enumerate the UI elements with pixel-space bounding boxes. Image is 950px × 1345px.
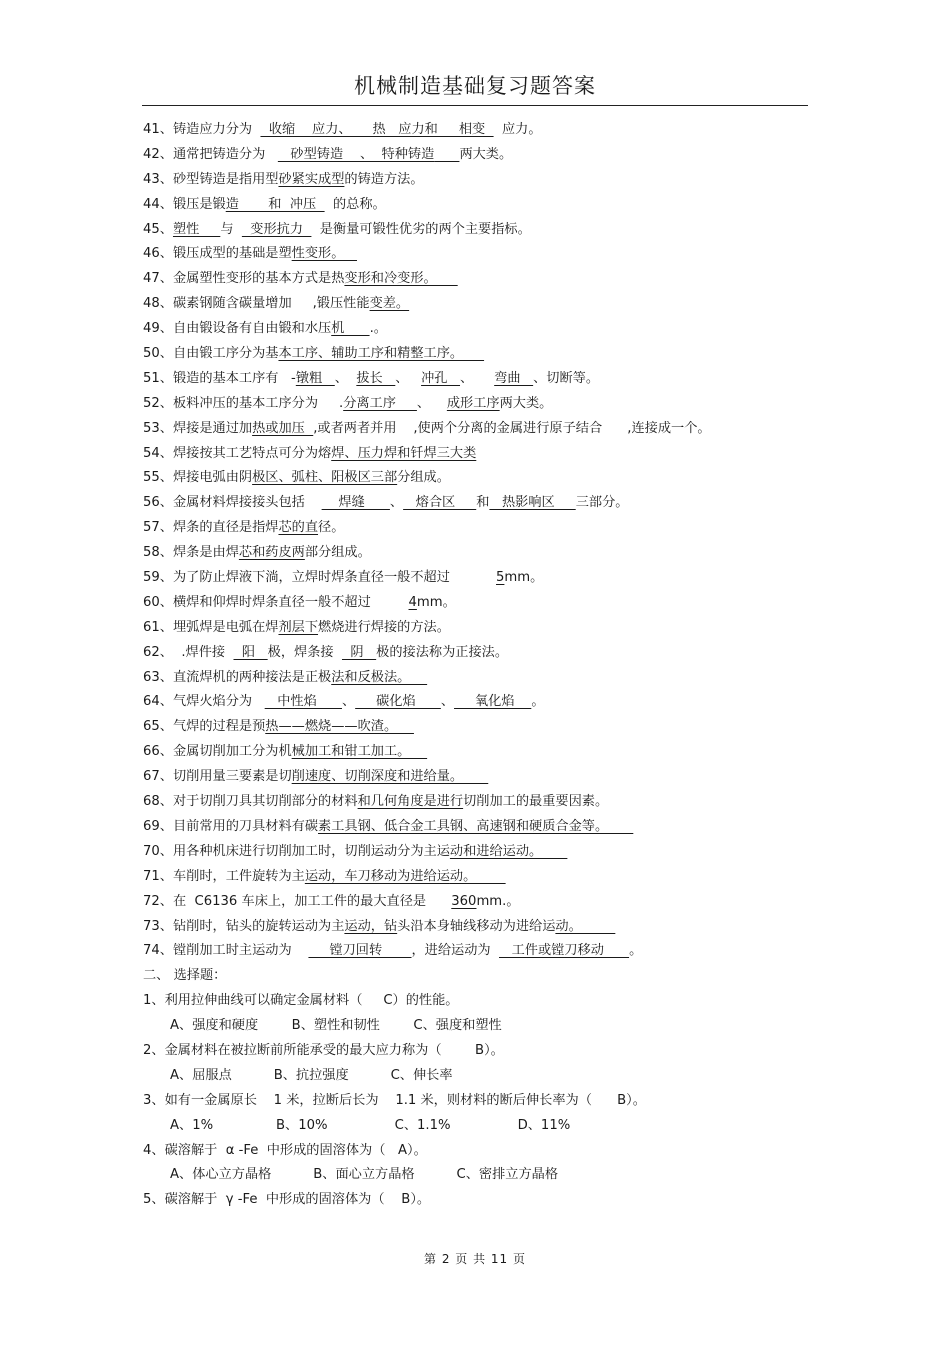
answer-blank: 焊缝 — [321, 495, 390, 511]
answer-blank: 运动，钻 — [344, 918, 398, 934]
text-segment: 、 — [460, 370, 495, 386]
question-line — [143, 890, 833, 915]
answer-blank: 运动，车刀移动为进给运 — [304, 868, 450, 884]
text-segment: 的总称。 — [324, 196, 386, 212]
option-line — [143, 1114, 833, 1139]
answer-blank: 造 和 冲压 — [225, 196, 325, 212]
text-segment: 59、为了防止焊液下淌，立焊时焊条直径一般不超过 — [143, 570, 497, 586]
text-segment: 61、埋弧焊是电弧在焊 — [143, 619, 279, 635]
answer-blank: 机 — [331, 321, 370, 337]
text-segment: 切削加工的最重要因素。 — [463, 794, 609, 810]
text-segment: 二、 选择题： — [143, 968, 227, 984]
text-segment: 55、焊接电弧由阴 — [143, 470, 253, 486]
text-segment: 的铸造方法。 — [344, 171, 424, 187]
option-line — [143, 1064, 833, 1089]
text-segment: 、切断等。 — [533, 370, 600, 386]
answer-list — [143, 118, 833, 1213]
answer-blank: 镗刀回转 — [308, 943, 412, 959]
answer-blank: 弯曲 — [494, 370, 534, 386]
answer-blank: 收缩 应力、 热 应力和 相变 — [260, 122, 494, 137]
question-line — [143, 193, 833, 218]
text-segment: 。 — [531, 694, 545, 710]
text-segment: 54、焊接按其工艺特点可分为熔 — [143, 445, 332, 461]
answer-blank: 中性焰 — [264, 694, 342, 710]
text-segment: 2、金属材料在被拉断前所能承受的最大应力称为（ B）。 — [143, 1042, 504, 1058]
question-line — [143, 242, 833, 267]
question-line — [143, 392, 833, 417]
text-segment: 、 — [440, 694, 455, 710]
option-line — [143, 1163, 833, 1188]
text-segment: 与 — [220, 221, 242, 237]
answer-blank: 氧化焰 — [454, 694, 532, 710]
answer-blank: 砂紧实成型 — [278, 171, 345, 187]
answer-blank: 本工序、辅助工序和精整工序。 — [278, 346, 485, 362]
answer-blank — [434, 147, 459, 162]
question-line — [143, 168, 833, 193]
answer-blank: 360 — [451, 893, 477, 909]
text-segment: 、 — [341, 694, 356, 710]
text-segment: 65、气焊的过程是预 — [143, 719, 266, 735]
text-segment: 、 — [416, 395, 447, 411]
text-segment: mm.。 — [476, 893, 520, 909]
answer-blank: 拔长 — [356, 370, 396, 386]
answer-blank: 极区、弧柱、阳极区三部 — [252, 470, 398, 486]
answer-blank: 芯和药皮两 — [238, 545, 305, 561]
text-segment: 73、钻削时，钻头的旋转运动为主 — [143, 918, 345, 934]
text-segment: 52、板料冲压的基本工序分为 . — [143, 395, 344, 411]
question-line — [143, 591, 833, 616]
answer-blank: 冲孔 — [421, 370, 461, 386]
text-segment: 64、气焊火焰分为 — [143, 694, 265, 710]
text-segment: 3、如有一金属原长 1 米，拉断后长为 1.1 米，则材料的断后伸长率为（ B）。 — [143, 1092, 646, 1108]
question-line — [143, 367, 833, 392]
text-segment: 41、铸造应力分为 — [143, 122, 261, 137]
text-segment: 56、金属材料焊接接头包括 — [143, 495, 322, 511]
text-segment: 和 — [476, 495, 490, 511]
question-line — [143, 641, 833, 666]
answer-blank: 分离工序 — [343, 395, 417, 411]
text-segment: 63、直流焊机的两种接法是正极 — [143, 669, 332, 685]
answer-blank: 砂型铸造 、 特种铸造 — [277, 146, 435, 162]
question-line — [143, 715, 833, 740]
text-segment: 51、锻造的基本工序有 - — [143, 370, 296, 386]
answer-blank: 焊、压力焊和钎焊三大类 — [331, 445, 477, 461]
question-line — [143, 840, 833, 865]
text-segment: 是衡量可锻性优劣的两个主要指标。 — [311, 221, 531, 237]
question-line — [143, 516, 833, 541]
answer-blank: 剂层下 — [278, 619, 319, 635]
text-segment: mm。 — [504, 570, 544, 586]
text-segment: 53、焊接是通过加 — [143, 420, 253, 436]
text-segment: 62、 .焊件接 — [143, 644, 234, 660]
answer-blank: 成形工序 — [446, 395, 500, 411]
question-line — [143, 143, 833, 168]
answer-blank: 性变形。 — [291, 246, 357, 262]
text-segment: 、 — [389, 495, 404, 511]
question-line — [143, 865, 833, 890]
answer-blank: 4 — [408, 594, 417, 610]
page-title: 机械制造基础复习题答案 — [354, 74, 596, 98]
text-segment: 57、焊条的直径是指焊 — [143, 520, 279, 536]
text-segment: 部分组成。 — [304, 545, 371, 561]
text-segment: 48、碳素钢随含碳量增加 ,锻压性能 — [143, 296, 370, 312]
text-segment: 66、金属切削加工分为机 — [143, 744, 292, 760]
answer-blank: 械加工和钳工加工。 — [291, 744, 428, 760]
question-line — [143, 466, 833, 491]
text-segment: 67、切削用量三要素是切 — [143, 769, 292, 785]
text-segment: 43、砂型铸造是指用型 — [143, 171, 279, 187]
question-line — [143, 939, 833, 964]
answer-blank: 变差。 — [369, 296, 410, 312]
text-segment: .。 — [369, 321, 387, 337]
question-line — [143, 1039, 833, 1064]
text-segment: 45、 — [143, 221, 173, 237]
answer-blank: 芯的直 — [278, 520, 319, 536]
text-segment: 、 — [395, 370, 422, 386]
question-line — [143, 1139, 833, 1164]
text-segment: 极，焊条接 — [267, 644, 342, 660]
text-segment: 68、对于切削刀具其切削部分的材料 — [143, 794, 358, 810]
section-heading — [143, 964, 833, 989]
text-segment: 、 — [334, 370, 357, 386]
text-segment: 三部分。 — [575, 495, 629, 511]
answer-blank: 碳化焰 — [355, 694, 441, 710]
text-segment: 两大类。 — [499, 395, 553, 411]
text-segment: 49、自由锻设备有自由锻和水压 — [143, 321, 332, 337]
text-segment: 两大类。 — [459, 146, 513, 162]
answer-blank: 动。 — [449, 868, 506, 884]
text-segment: 4、碳溶解于 α -Fe 中形成的固溶体为（ A）。 — [143, 1142, 427, 1158]
text-segment: 69、目前常用的刀具材料有碳 — [143, 818, 319, 834]
text-segment: ，进给运动为 — [411, 943, 500, 959]
question-line — [143, 1188, 833, 1213]
text-segment: 极的接法称为正接法。 — [376, 644, 509, 660]
question-line — [143, 690, 833, 715]
page-footer: 第 2 页 共 11 页 — [424, 1252, 526, 1266]
question-line — [143, 417, 833, 442]
text-segment: 74、镗削加工时主运动为 — [143, 943, 309, 959]
question-line — [143, 218, 833, 243]
question-line — [143, 765, 833, 790]
text-segment: 50、自由锻工序分为基 — [143, 346, 279, 362]
answer-blank: 塑性 — [172, 221, 221, 237]
text-segment: 燃烧进行焊接的方法。 — [318, 619, 450, 635]
answer-blank: 变形和冷变形。 — [344, 271, 458, 287]
question-line — [143, 1089, 833, 1114]
answer-blank: 阴 — [341, 644, 377, 660]
text-segment: A、体心立方晶格 B、面心立方晶格 C、密排立方晶格 — [170, 1167, 559, 1183]
answer-blank: 阳 — [233, 644, 268, 660]
answer-blank: 工件或镗刀移动 — [499, 943, 630, 959]
text-segment: 46、锻压成型的基础是塑 — [143, 246, 292, 262]
question-line — [143, 815, 833, 840]
question-line — [143, 666, 833, 691]
question-line — [143, 740, 833, 765]
text-segment: 58、焊条是由焊 — [143, 545, 239, 561]
question-line — [143, 915, 833, 940]
answer-blank: 镦粗 — [295, 370, 335, 386]
answer-blank: 5 — [496, 570, 505, 586]
text-segment: 72、在 C6136 车床上，加工工件的最大直径是 — [143, 893, 452, 909]
answer-blank: 动。 — [555, 918, 616, 934]
answer-blank: 和几何角度是进行 — [357, 794, 464, 810]
text-segment: A、屈服点 B、抗拉强度 C、伸长率 — [170, 1067, 453, 1083]
text-segment: 应力。 — [493, 122, 542, 137]
text-segment: 60、横焊和仰焊时焊条直径一般不超过 — [143, 594, 409, 610]
answer-blank: 热或加压 — [252, 420, 314, 436]
option-line — [143, 1014, 833, 1039]
text-segment: ,或者两者并用 ,使两个分离的金属进行原子结合 ,连接成一个。 — [313, 420, 711, 436]
answer-blank: 法和反极法。 — [331, 669, 428, 685]
question-line — [143, 442, 833, 467]
text-segment: 5、碳溶解于 γ -Fe 中形成的固溶体为（ B）。 — [143, 1192, 431, 1208]
answer-blank: 热影响区 — [489, 495, 576, 511]
question-line — [143, 989, 833, 1014]
title-rule — [142, 105, 808, 106]
question-line — [143, 616, 833, 641]
answer-blank: 熔合区 — [403, 495, 477, 511]
text-segment: A、1% B、10% C、1.1% D、11% — [170, 1117, 571, 1133]
text-segment: 。 — [629, 943, 643, 959]
question-line — [143, 541, 833, 566]
question-line — [143, 292, 833, 317]
text-segment: 42、通常把铸造分为 — [143, 146, 278, 162]
text-segment: mm。 — [416, 594, 456, 610]
text-segment: 47、金属塑性变形的基本方式是热 — [143, 271, 345, 287]
answer-blank: 变形抗力 — [241, 221, 312, 237]
text-segment: 71、车削时，工件旋转为主 — [143, 868, 305, 884]
text-segment: 70、用各种机床进行切削加工时，切削运动分为主运 — [143, 843, 450, 859]
answer-blank: 素工具钢、低合金工具钢、高速钢和硬质合金等。 — [318, 818, 634, 834]
question-line — [143, 342, 833, 367]
question-line — [143, 566, 833, 591]
answer-blank: 热——燃烧——吹渣。 — [265, 719, 414, 735]
question-line — [143, 118, 833, 143]
question-line — [143, 267, 833, 292]
text-segment: 头沿本身轴线移动为进给运 — [397, 918, 556, 934]
text-segment: 1、利用拉伸曲线可以确定金属材料（ C）的性能。 — [143, 993, 459, 1009]
question-line — [143, 790, 833, 815]
question-line — [143, 317, 833, 342]
text-segment: 径。 — [318, 520, 345, 536]
text-segment: A、强度和硬度 B、塑性和韧性 C、强度和塑性 — [170, 1018, 502, 1034]
answer-blank: 削速度、切削深度和进给量。 — [291, 769, 489, 785]
text-segment: 分组成。 — [397, 470, 450, 486]
text-segment: 44、锻压是锻 — [143, 196, 226, 212]
question-line — [143, 491, 833, 516]
answer-blank: 动和进给运动。 — [449, 843, 568, 859]
